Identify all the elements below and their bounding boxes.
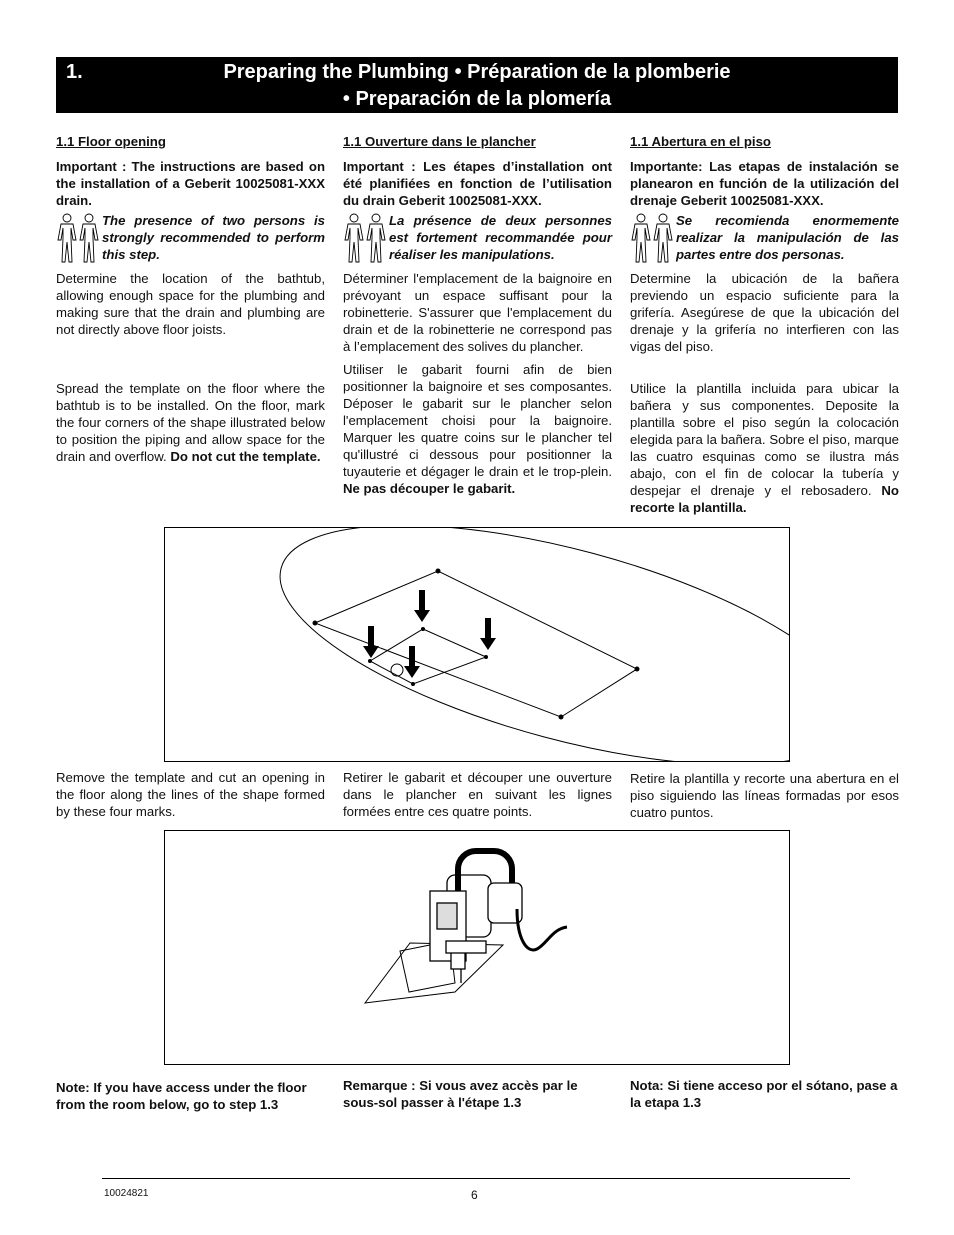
- note-es: Nota: Si tiene acceso por el sótano, pase a la etapa 1.3: [630, 1078, 898, 1110]
- section-header: [56, 57, 898, 113]
- paragraph-template: Utiliser le gabarit fourni afin de bien positionner la baignoire et ses composantes. Déposer le gabarit sur le plancher selon l'emplacement choisi pour la baignoire. Marquer les quatre coins sur le plancher tel qu'illustré ci dessous pour positionner la tuyauterie et dégager le drain et le trop-plein. Ne pas découper le gabarit.: [343, 362, 612, 496]
- do-not-cut-warning: Do not cut the template.: [170, 449, 321, 464]
- paragraph-location: Déterminer l'emplacement de la baignoire en prévoyant un espace suffisant pour la robinetterie. S'assurer que l'emplacement du drain et de la robinetterie ne correspond pas à l’emplacement des solives du plancher.: [343, 271, 612, 354]
- note-fr: Remarque : Si vous avez accès par le sous-sol passer à l'étape 1.3: [343, 1078, 578, 1110]
- column-spanish: [630, 133, 899, 516]
- two-persons-text: La présence de deux personnes est fortement recommandée pour réaliser les manipulations.: [389, 213, 612, 262]
- column-english: [56, 133, 325, 465]
- page-number: 6: [471, 1188, 478, 1202]
- two-persons-icon: [630, 212, 674, 266]
- jigsaw-cutting-illustration: [165, 831, 789, 1064]
- paragraph-template: Spread the template on the floor where the bathtub is to be installed. On the floor, mark the four corners of the shape illustrated below to position the piping and allow space for the drain and overflow. Do not cut the template.: [56, 381, 325, 464]
- power-cord: [517, 909, 567, 950]
- document-number: 10024821: [104, 1188, 149, 1199]
- section-title-line1: Preparing the Plumbing • Préparation de la plomberie: [223, 61, 731, 83]
- section-title-line2: • Preparación de la plomería: [342, 88, 612, 110]
- two-persons-text: Se recomienda enormemente realizar la manipulación de las partes entre dos personas.: [676, 213, 899, 262]
- footer-rule: [102, 1178, 850, 1179]
- template-marking-illustration: [165, 528, 789, 761]
- note-en: Note: If you have access under the floor from the room below, go to step 1.3: [56, 1080, 307, 1112]
- paragraph-location: Determine the location of the bathtub, allowing enough space for the plumbing and making sure that the drain and plumbing are not directly above floor joists.: [56, 271, 325, 337]
- two-persons-block: [343, 212, 612, 266]
- jigsaw-figure: [164, 830, 790, 1065]
- two-persons-text: The presence of two persons is strongly recommended to perform this step.: [102, 213, 325, 262]
- paragraph-location: Determine la ubicación de la bañera previendo un espacio suficiente para la grifería. Asegúrese de que la ubicación del drenaje y la grifería no interfieren con las vigas del piso.: [630, 271, 899, 354]
- template-marking-figure: [164, 527, 790, 762]
- do-not-cut-warning: No recorte la plantilla.: [630, 483, 899, 515]
- do-not-cut-warning: Ne pas découper le gabarit.: [343, 481, 516, 496]
- two-persons-icon: [56, 212, 100, 266]
- column-french: [343, 133, 612, 497]
- remove-template-en: Remove the template and cut an opening in the floor along the lines of the shape formed by these four marks.: [56, 770, 325, 819]
- important-note: Important : Les étapes d’installation ont été planifiées en fonction de l’utilisation du drain Geberit 10025081-XXX.: [343, 159, 612, 208]
- subtitle: 1.1 Floor opening: [56, 134, 166, 149]
- two-persons-icon: [343, 212, 387, 266]
- remove-template-es: Retire la plantilla y recorte una abertura en el piso siguiendo las líneas formadas por esos cuatro puntos.: [630, 771, 899, 820]
- subtitle: 1.1 Ouverture dans le plancher: [343, 134, 536, 149]
- two-persons-block: [56, 212, 325, 266]
- remove-template-fr: Retirer le gabarit et découper une ouverture dans le plancher en suivant les lignes formées entre ces quatre points.: [343, 770, 612, 819]
- paragraph-template: Utilice la plantilla incluida para ubicar la bañera y sus componentes. Deposite la plantilla sobre el piso según la colocación elegida para la bañera. Sobre el piso, marque las cuatro esquinas como se ilustra más abajo, con el fin de colocar la tubería y despejar el drenaje y el rebosadero. No recorte la plantilla.: [630, 381, 899, 515]
- important-note: Importante: Las etapas de instalación se planearon en función de la utilización del drenaje Geberit 10025081-XXX.: [630, 159, 899, 208]
- section-number: 1.: [66, 61, 83, 83]
- jigsaw-icon: [430, 851, 522, 983]
- down-arrow-icons: [363, 590, 496, 678]
- two-persons-block: [630, 212, 899, 266]
- important-note: Important : The instructions are based on the installation of a Geberit 10025081-XXX drain.: [56, 159, 325, 208]
- subtitle: 1.1 Abertura en el piso: [630, 134, 771, 149]
